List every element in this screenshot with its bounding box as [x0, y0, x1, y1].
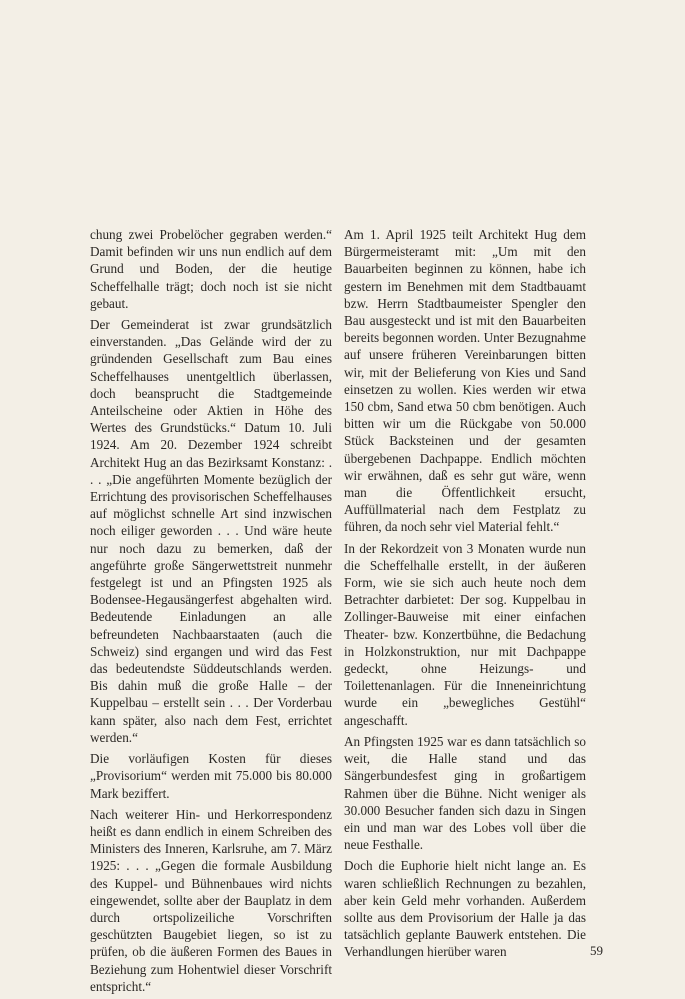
paragraph: Doch die Euphorie hielt nicht lange an. Es waren schließlich Rechnungen zu bezahlen, aber kein Geld mehr vorhanden. Außerdem sollte aus dem Provisorium der Halle ja das tatsächlich geplante Bauwerk entstehen. Die Verhandlungen hierüber waren — [344, 858, 586, 960]
right-text-column — [344, 226, 586, 965]
page-number: 59 — [590, 943, 603, 958]
paragraph: Nach weiterer Hin- und Herkorrespondenz heißt es dann endlich in einem Schreiben des Ministers des Inneren, Karlsruhe, am 7. März 1925: . . . „Gegen die formale Ausbildung des Kuppel- und Bühnenbaues wird nichts eingewendet, sollte aber der Bauplatz in dem durch ortspolizeiliche Vorschriften geschützten Baugebiet liegen, so ist zu prüfen, ob die äußeren Formen des Baues in Beziehung zum Hohentwiel dieser Vorschrift entspricht.“ — [90, 806, 332, 994]
paragraph: Am 1. April 1925 teilt Architekt Hug dem Bürgermeisteramt mit: „Um mit den Bauarbeiten beginnen zu können, habe ich gestern im Benehmen mit dem Stadtbauamt bzw. Herrn Stadtbaumeister Spengler den Bau ausgesteckt und ist mit den Bauarbeiten bereits begonnen worden. Unter Bezugnahme auf unsere früheren Vereinbarungen bitten wir, mit der Belieferung von Kies und Sand einsetzen zu wollen. Kies werden wir etwa 150 cbm, Sand etwa 50 cbm benötigen. Auch bitten wir um die Rückgabe von 50.000 Stück Backsteinen und der gesamten übergebenen Dachpappe. Endlich möchten wir erwähnen, daß es sehr gut wäre, wenn man die Öffentlichkeit ersucht, Auffüllmaterial nach dem Festplatz zu führen, da noch sehr viel Material fehlt.“ — [344, 227, 586, 535]
paragraph: Der Gemeinderat ist zwar grundsätzlich einverstanden. „Das Gelände wird der zu gründenden Gesellschaft zum Bau eines Scheffelhauses unentgeltlich überlassen, doch beansprucht die Stadtgemeinde Anteilscheine oder Aktien in Höhe des Wertes des Grundstücks.“ Datum 10. Juli 1924. Am 20. Dezember 1924 schreibt Architekt Hug an das Bezirksamt Konstanz: . . . „Die angeführten Momente bezüglich der Errichtung des provisorischen Scheffelhauses auf möglichst schnelle Art sind inzwischen noch eiliger geworden . . . Und wäre heute nur noch dazu zu bemerken, daß der angeführte große Sängerwettstreit nunmehr festgelegt ist und an Pfingsten 1925 als Bodensee-Hegausängerfest abgehalten wird. Bedeutende Einladungen an alle befreundeten Nachbaarstaaten (auch die Schweiz) sind ergangen und wird das Fest das bedeutendste Süddeutschlands werden. Bis dahin muß die große Halle – der Kuppelbau – erstellt sein . . . Der Vorderbau kann später, also nach dem Fest, errichtet werden.“ — [90, 317, 332, 745]
paragraph: Die vorläufigen Kosten für dieses „Provisorium“ werden mit 75.000 bis 80.000 Mark beziffert. — [90, 751, 332, 801]
paragraph: In der Rekordzeit von 3 Monaten wurde nun die Scheffelhalle erstellt, in der äußeren Form, wie sie sich auch heute noch dem Betrachter darbietet: Der sog. Kuppelbau in Zollinger-Bauweise mit einer einfachen Theater- bzw. Konzertbühne, die Bedachung in Holzkonstruktion, nur mit Dachpappe gedeckt, ohne Heizungs- und Toilettenanlagen. Für die Inneneinrichtung wurde ein „bewegliches Gestühl“ angeschafft. — [344, 540, 586, 728]
left-text-column — [90, 226, 332, 999]
paragraph: chung zwei Probelöcher gegraben werden.“ Damit befinden wir uns nun endlich auf dem Grund und Boden, der die heutige Scheffelhalle trägt; doch noch ist sie nicht gebaut. — [90, 227, 332, 311]
paragraph: An Pfingsten 1925 war es dann tatsächlich so weit, die Halle stand und das Sängerbundesfest ging in großartigem Rahmen über die Bühne. Nicht weniger als 30.000 Besucher fanden sich dazu in Singen ein und man war des Lobes voll über die neue Festhalle. — [344, 733, 586, 853]
